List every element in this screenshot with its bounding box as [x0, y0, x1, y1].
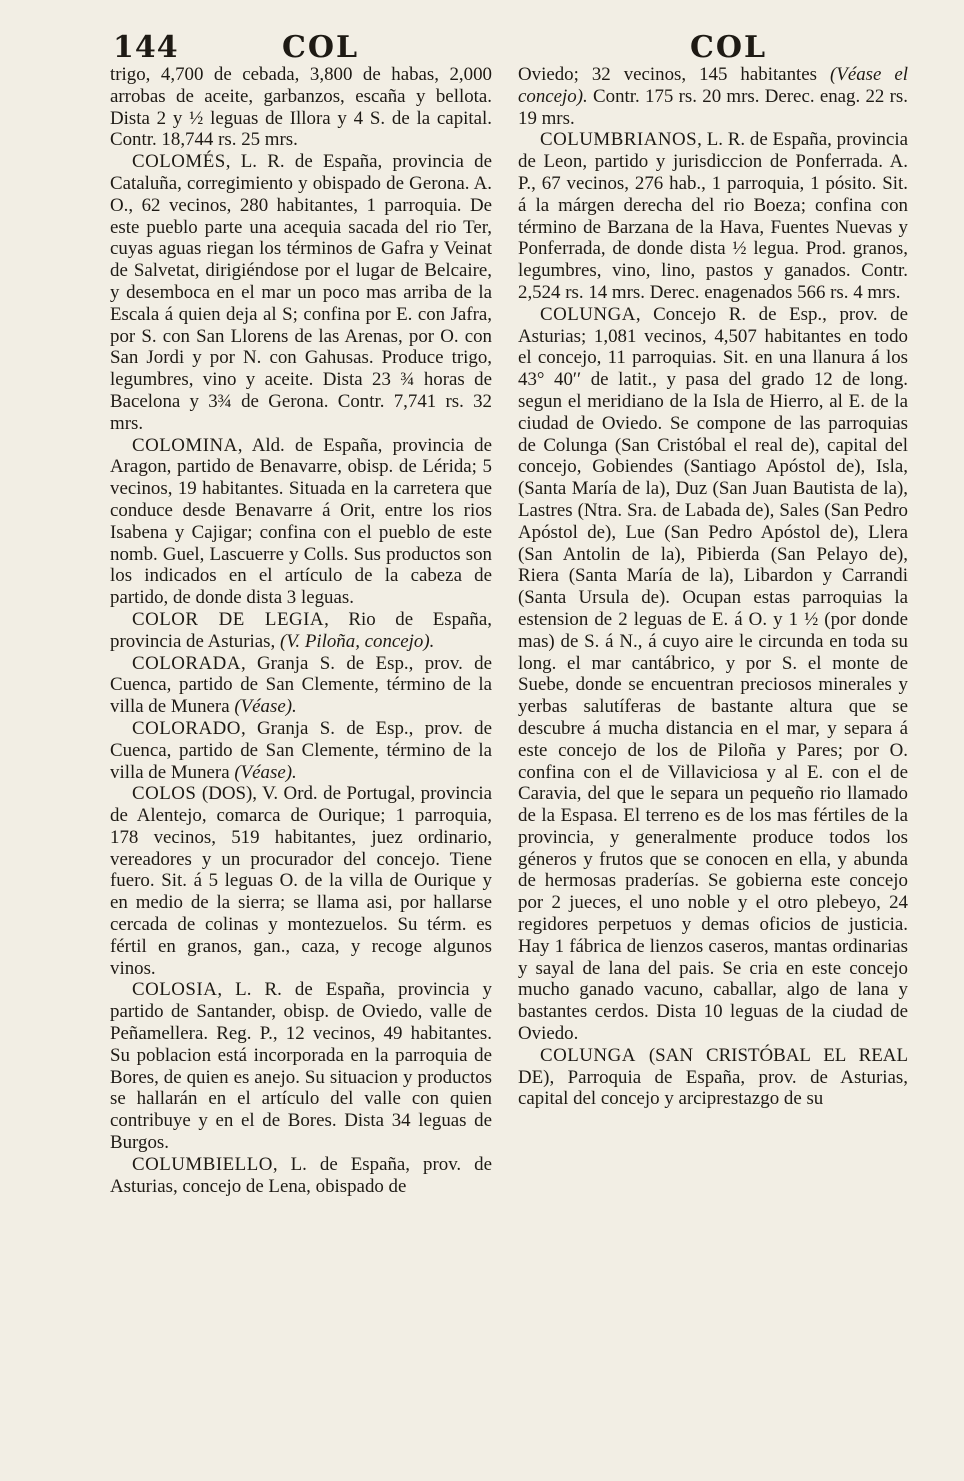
dictionary-entry: COLOR DE LEGIA, Rio de España, provincia de Asturias, (V. Piloña, concejo).	[110, 608, 492, 652]
dictionary-entry: COLUMBIELLO, L. de España, prov. de Asturias, concejo de Lena, obispado de	[110, 1153, 492, 1197]
dictionary-entry: COLUNGA (SAN CRISTÓBAL EL REAL DE), Parroquia de España, prov. de Asturias, capital del concejo y arciprestazgo de su	[518, 1044, 908, 1110]
dictionary-entry: Oviedo; 32 vecinos, 145 habitantes (Véase el concejo). Contr. 175 rs. 20 mrs. Derec. enag. 22 rs. 19 mrs.	[518, 64, 908, 129]
dictionary-entry: COLUMBRIANOS, L. R. de España, provincia de Leon, partido y jurisdiccion de Ponferrada. A. P., 67 vecinos, 276 hab., 1 parroquia, 1 pósito. Sit. á la márgen derecha del rio Boeza; confina con término de Barzana de la Hava, Fuentes Nuevas y Ponferrada, de donde dista ½ legua. Prod. granos, legumbres, vino, lino, pastos y ganados. Contr. 2,524 rs. 14 mrs. Derec. enagenados 566 rs. 4 mrs.	[518, 129, 908, 303]
headword: COLUNGA	[540, 303, 636, 325]
headword: COLOR DE LEGIA	[132, 608, 325, 630]
dictionary-entry: trigo, 4,700 de cebada, 3,800 de habas, 2,000 arrobas de aceite, garbanzos, escaña y bellota. Dista 2 y ½ leguas de Illora y 4 S. de la capital. Contr. 18,744 rs. 25 mrs.	[110, 64, 492, 151]
left-column	[110, 64, 492, 1197]
dictionary-entry: COLOMÉS, L. R. de España, provincia de Cataluña, corregimiento y obispado de Gerona. A. O., 62 vecinos, 280 habitantes, 1 parroquia. De este pueblo parte una acequia sacada del rio Ter, cuyas aguas riegan los términos de Gafra y Veinat de Salvetat, dirigiéndose por el lugar de Belcaire, y desemboca en el mar un poco mas arriba de la Escala á quien deja al S; confina por E. con Jafra, por S. con San Llorens de las Arenas, por O. con San Jordi y por N. con Gahusas. Produce trigo, legumbres, vino y aceite. Dista 23 ¾ horas de Bacelona y 3¾ de Gerona. Contr. 7,741 rs. 32 mrs.	[110, 151, 492, 434]
headword: COLOMÉS	[132, 151, 226, 173]
dictionary-entry: COLOS (DOS), V. Ord. de Portugal, provincia de Alentejo, comarca de Ourique; 1 parroquia, 178 vecinos, 519 habitantes, juez ordinario, vereadores y un procurador del concejo. Tiene fuero. Sit. á 5 leguas O. de la villa de Ourique y en medio de la sierra; se llama asi, por hallarse cercada de colinas y montezuelos. Su térm. es fértil en granos, gan., caza, y recoge algunos vinos.	[110, 783, 492, 979]
dictionary-entry: COLOSIA, L. R. de España, provincia y partido de Santander, obisp. de Oviedo, valle de Peñamellera. Reg. P., 12 vecinos, 49 habitantes. Su poblacion está incorporada en la parroquia de Bores, de quien es anejo. Su situacion y productos se hallarán en el artículo del valle con quien contribuye y en el de Bores. Dista 34 leguas de Burgos.	[110, 979, 492, 1154]
headword: COLORADO	[132, 717, 241, 739]
headword: COLUMBRIANOS	[540, 129, 698, 151]
page-number: 144	[113, 30, 179, 65]
dictionary-entry: COLOMINA, Ald. de España, provincia de Aragon, partido de Benavarre, obisp. de Lérida; 5 vecinos, 19 habitantes. Situada en la carretera que conduce desde Benavarre á Orit, entre los rios Isabena y Cajigar; confina con el pueblo de este nomb. Guel, Lascuerre y Colls. Sus productos son los indicados en el artículo de la cabeza de partido, de donde dista 3 leguas.	[110, 434, 492, 609]
headword: COLOSIA	[132, 979, 218, 1001]
headword: COLUMBIELLO	[132, 1153, 273, 1175]
headword: COLOS	[132, 783, 197, 805]
running-head-left: COL	[282, 30, 360, 65]
headword: COLORADA	[132, 652, 241, 674]
running-head-right: COL	[690, 30, 768, 65]
dictionary-entry: COLORADO, Granja S. de Esp., prov. de Cuenca, partido de San Clemente, término de la villa de Munera (Véase).	[110, 717, 492, 783]
dictionary-entry: COLUNGA, Concejo R. de Esp., prov. de Asturias; 1,081 vecinos, 4,507 habitantes en todo el concejo, 11 parroquias. Sit. en una llanura á los 43° 40′′ de latit., y pasa del grado 12 de long. segun el meridiano de la Isla de Hierro, al E. de la ciudad de Oviedo. Se compone de las parroquias de Colunga (San Cristóbal el real de), capital del concejo, Gobiendes (Santiago Apóstol de), Isla, (Santa María de la), Duz (San Juan Bautista de la), Lastres (Ntra. Sra. de Labada de), Sales (San Pedro Apóstol de), Lue (San Pedro Apóstol de), Llera (San Antolin de la), Pibierda (San Pelayo de), Riera (Santa María de la), Libardon y Carrandi (Santa Ursula de). Ocupan estas parroquias la estension de 2 leguas de E. á O. y 1 ½ (por donde mas) de S. á N., á cuyo aire le circunda en toda su long. el mar cantábrico, y por S. el monte de Suebe, donde se encuentran preciosos minerales y yerbas salutíferas de bastante altura que se descubre á mucha distancia en el mar, y separa á este concejo de los de Piloña y Pares; por O. confina con el de Villaviciosa y al E. con el de Caravia, del que le separa un pequeño rio llamado de la Espasa. El terreno es de los mas fértiles de la provincia, y generalmente produce todos los géneros y frutos que se conocen en ella, y abunda de hermosas praderías. Se gobierna este concejo por 2 jueces, el uno noble y el otro plebeyo, 24 regidores perpetuos y demas oficios de justicia. Hay 1 fábrica de lienzos caseros, mantas ordinarias y sayal de lana del pais. Se cria en este concejo mucho ganado vacuno, caballar, algo de lana y bastantes cerdos. Dista 10 leguas de la ciudad de Oviedo.	[518, 303, 908, 1045]
dictionary-entry: COLORADA, Granja S. de Esp., prov. de Cuenca, partido de San Clemente, término de la villa de Munera (Véase).	[110, 652, 492, 718]
headword: COLOMINA	[132, 434, 238, 456]
headword: COLUNGA	[540, 1044, 636, 1066]
right-column	[518, 64, 908, 1110]
